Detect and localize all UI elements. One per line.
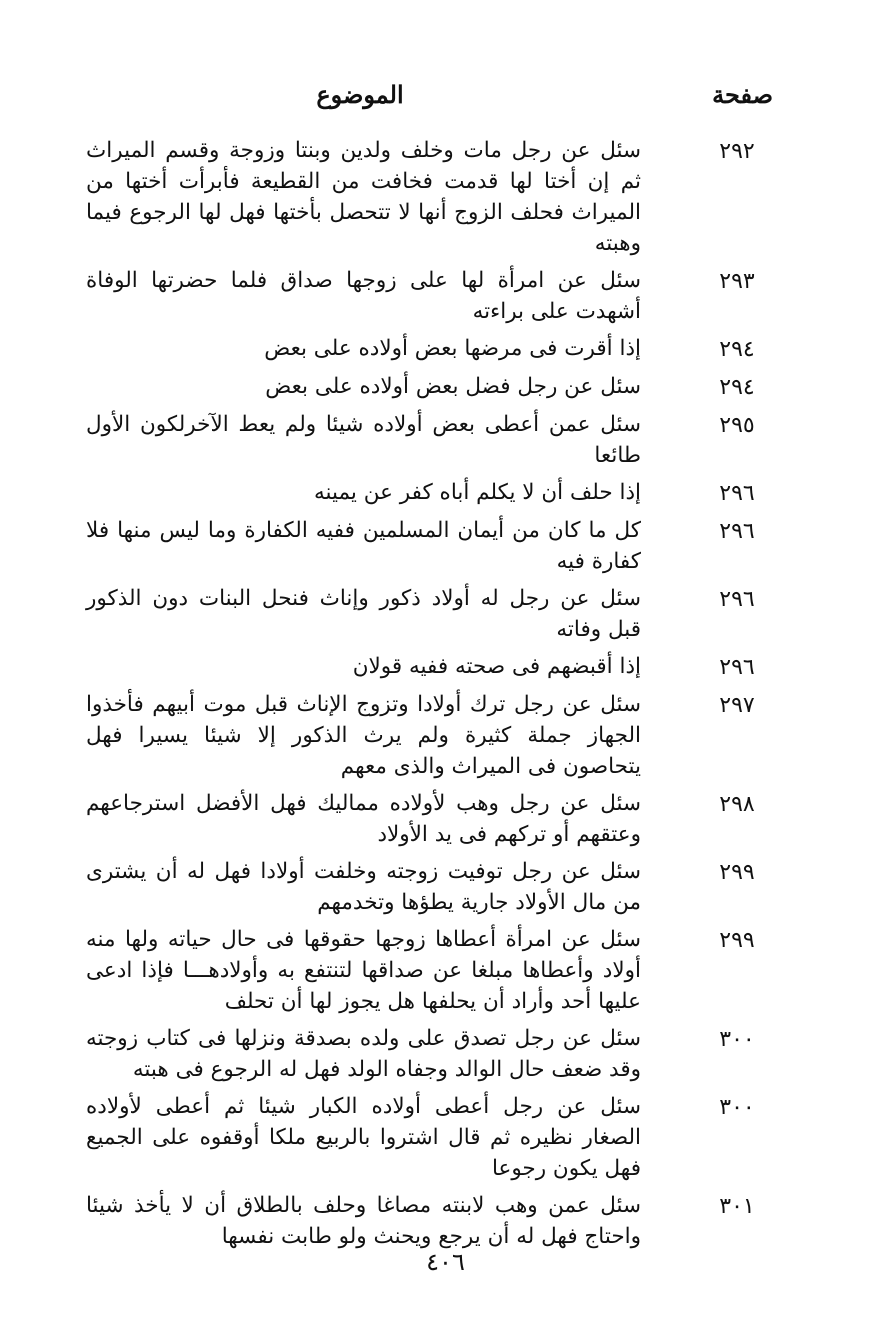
entry-topic: إذا حلف أن لا يكلم أباه كفر عن يمينه <box>313 480 641 505</box>
index-entry <box>83 333 783 365</box>
entry-page-number: ٢٩٦ <box>719 587 755 612</box>
index-entry <box>83 371 783 403</box>
entry-page-number: ٢٩٤ <box>719 375 755 400</box>
entry-topic: سئل عمن وهب لابنته مصاغا وحلف بالطلاق أن لا يأخذ شيئا واحتاج فهل له أن يرجع ويحنث ولو طابت نفسها <box>86 1193 641 1249</box>
index-entry <box>83 265 783 327</box>
entry-topic: سئل عن رجل ترك أولادا وتزوج الإناث قبل موت أبيهم فأخذوا الجهاز جملة كثيرة ولم يرث الذكور إلا شيئا يسيرا فهل يتحاصون فى الميراث والذى معهم <box>86 692 641 779</box>
page-number-footer: ٤٠٦ <box>426 1248 465 1276</box>
index-entry <box>83 856 783 918</box>
index-entry <box>83 1190 783 1252</box>
entry-page-number: ٣٠١ <box>719 1194 755 1219</box>
entry-topic: سئل عن رجل فضل بعض أولاده على بعض <box>265 374 641 399</box>
index-entry <box>83 135 783 259</box>
entry-page-number: ٢٩٣ <box>719 269 755 294</box>
entry-topic: إذا أقبضهم فى صحته ففيه قولان <box>352 654 641 679</box>
entry-page-number: ٢٩٩ <box>719 860 755 885</box>
index-entry <box>83 689 783 782</box>
entry-topic: سئل عن امرأة أعطاها زوجها حقوقها فى حال حياته ولها منه أولاد وأعطاها مبلغا عن صداقها لتنتفع به وأولادهـــا فإذا ادعى عليها أحد وأراد أن يحلفها هل يجوز لها أن تحلف <box>86 927 641 1014</box>
index-entry <box>83 651 783 683</box>
entry-page-number: ٢٩٦ <box>719 655 755 680</box>
entry-topic: سئل عن رجل له أولاد ذكور وإناث فنحل البنات دون الذكور قبل وفاته <box>86 586 641 642</box>
entry-topic: كل ما كان من أيمان المسلمين ففيه الكفارة وما ليس منها فلا كفارة فيه <box>86 518 641 574</box>
entry-page-number: ٢٩٨ <box>719 792 755 817</box>
entry-topic: سئل عن رجل تصدق على ولده بصدقة ونزلها فى كتاب زوجته وقد ضعف حال الوالد وجفاه الولد فهل له الرجوع فى هبته <box>86 1026 641 1082</box>
entry-page-number: ٢٩٢ <box>719 139 755 164</box>
index-entry <box>83 477 783 509</box>
index-entry <box>83 515 783 577</box>
entry-page-number: ٢٩٤ <box>719 337 755 362</box>
entry-topic: سئل عن رجل مات وخلف ولدين وبنتا وزوجة وقسم الميراث ثم إن أختا لها قدمت فخافت من القطيعة فأبرأت أختها من الميراث فحلف الزوج أنها لا تتحصل بأختها فهل لها الرجوع فيما وهبته <box>86 138 641 256</box>
entry-topic: سئل عمن أعطى بعض أولاده شيئا ولم يعط الآخرلكون الأول طائعا <box>86 412 641 468</box>
entry-topic: سئل عن امرأة لها على زوجها صداق فلما حضرتها الوفاة أشهدت على براءته <box>86 268 641 324</box>
entry-topic: إذا أقرت فى مرضها بعض أولاده على بعض <box>264 336 641 361</box>
entry-topic: سئل عن رجل وهب لأولاده مماليك فهل الأفضل استرجاعهم وعتقهم أو تركهم فى يد الأولاد <box>86 791 641 847</box>
index-entry <box>83 583 783 645</box>
entry-page-number: ٢٩٥ <box>719 413 755 438</box>
entry-page-number: ٢٩٦ <box>719 519 755 544</box>
entry-topic: سئل عن رجل توفيت زوجته وخلفت أولادا فهل له أن يشترى من مال الأولاد جارية يطؤها وتخدمهم <box>86 859 641 915</box>
entry-page-number: ٣٠٠ <box>719 1027 755 1052</box>
index-entries <box>83 135 783 1258</box>
entry-page-number: ٢٩٧ <box>719 693 755 718</box>
index-entry <box>83 1091 783 1184</box>
index-entry <box>83 788 783 850</box>
index-entry <box>83 1023 783 1085</box>
entry-page-number: ٢٩٩ <box>719 928 755 953</box>
entry-topic: سئل عن رجل أعطى أولاده الكبار شيئا ثم أعطى لأولاده الصغار نظيره ثم قال اشتروا بالربيع ملكا أوقفوه على الجميع فهل يكون رجوعا <box>86 1094 641 1181</box>
topic-column-header: الموضوع <box>316 80 404 109</box>
index-entry <box>83 409 783 471</box>
index-entry <box>83 924 783 1017</box>
entry-page-number: ٣٠٠ <box>719 1095 755 1120</box>
page-column-header: صفحة <box>712 80 773 109</box>
entry-page-number: ٢٩٦ <box>719 481 755 506</box>
